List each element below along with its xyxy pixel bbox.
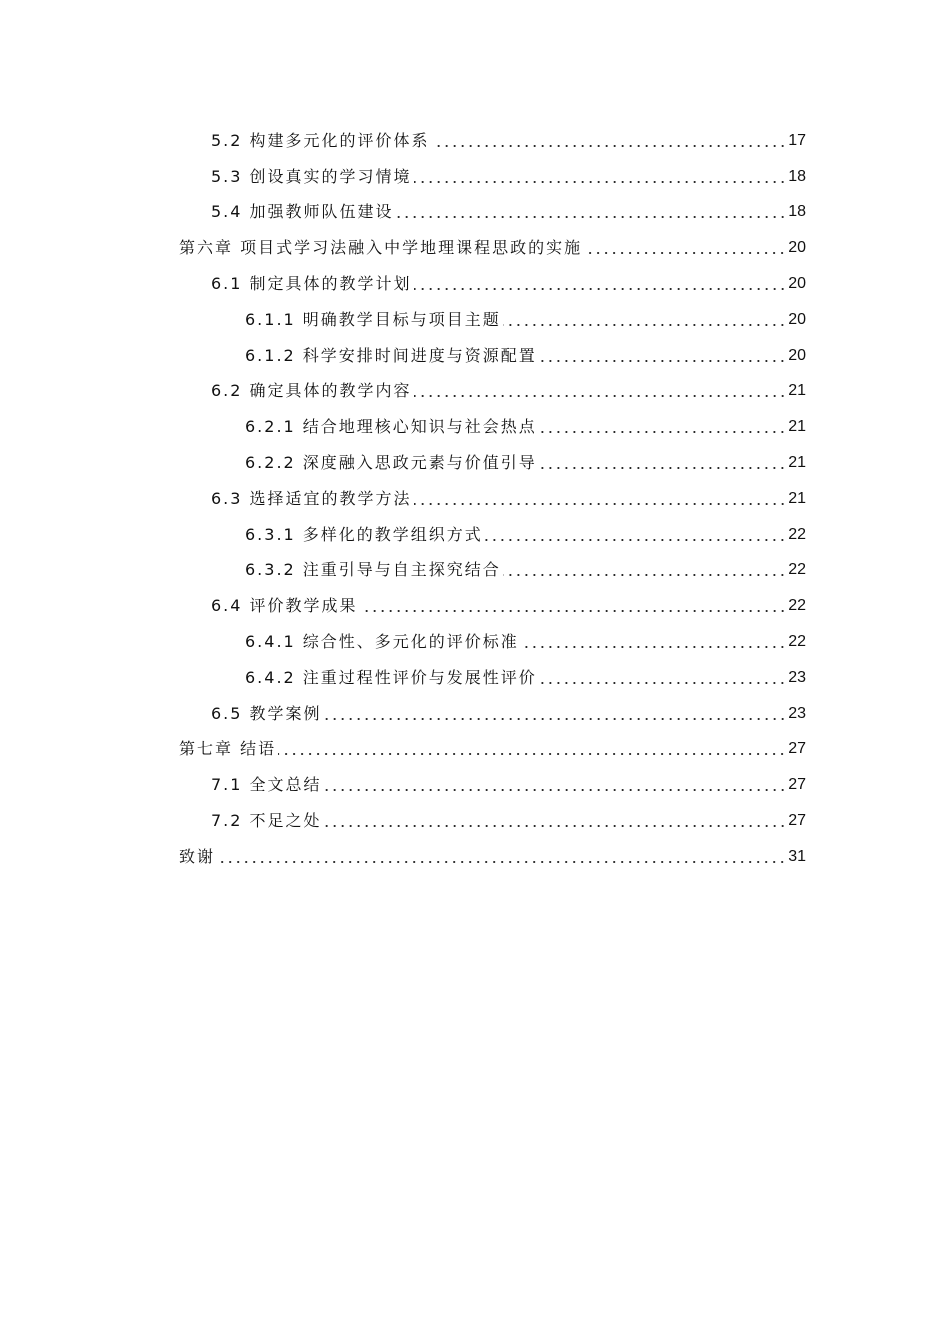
toc-entry-page: 27 — [788, 811, 806, 829]
toc-entry-page: 22 — [788, 525, 806, 543]
toc-entry[interactable] — [179, 475, 806, 511]
toc-entry[interactable] — [179, 260, 806, 296]
toc-entry-page: 23 — [788, 704, 806, 722]
toc-entry[interactable] — [179, 296, 806, 332]
toc-entry-title: 第六章 项目式学习法融入中学地理课程思政的实施 — [179, 238, 583, 258]
dot-leader — [217, 860, 786, 864]
toc-entry[interactable] — [179, 368, 806, 404]
dot-leader — [539, 430, 786, 434]
toc-entry-page: 27 — [788, 740, 806, 758]
toc-entry-title: 6.3 选择适宜的教学方法 — [211, 488, 412, 508]
toc-entry-title: 6.1 制定具体的教学计划 — [211, 273, 412, 293]
toc-entry-page: 20 — [788, 310, 806, 328]
toc-entry-title: 6.1.1 明确教学目标与项目主题 — [245, 309, 501, 329]
toc-entry-title: 6.4.1 综合性、多元化的评价标准 — [245, 631, 519, 651]
toc-entry-title: 6.2 确定具体的教学内容 — [211, 381, 412, 401]
toc-entry[interactable] — [179, 224, 806, 260]
toc-entry-title: 致谢 — [179, 846, 216, 866]
toc-entry[interactable] — [179, 153, 806, 189]
dot-leader — [521, 645, 786, 649]
dot-leader — [396, 215, 787, 219]
toc-entry-page: 17 — [788, 131, 806, 149]
dot-leader — [485, 538, 786, 542]
toc-entry-title: 6.2.1 结合地理核心知识与社会热点 — [245, 417, 537, 437]
toc-entry[interactable] — [179, 726, 806, 762]
dot-leader — [414, 287, 787, 291]
toc-entry-page: 21 — [788, 418, 806, 436]
dot-leader — [432, 144, 787, 148]
toc-entry-page: 18 — [788, 167, 806, 185]
toc-entry-page: 21 — [788, 489, 806, 507]
dot-leader — [503, 323, 786, 327]
toc-entry[interactable] — [179, 403, 806, 439]
toc-entry[interactable] — [179, 189, 806, 225]
toc-entry[interactable] — [179, 690, 806, 726]
toc-entry[interactable] — [179, 797, 806, 833]
toc-entry-title: 6.3.1 多样化的教学组织方式 — [245, 524, 483, 544]
dot-leader — [360, 609, 787, 613]
toc-entry-page: 20 — [788, 239, 806, 257]
dot-leader — [324, 717, 787, 721]
toc-entry[interactable] — [179, 332, 806, 368]
toc-entry-title: 6.2.2 深度融入思政元素与价值引导 — [245, 452, 537, 472]
dot-leader — [539, 359, 786, 363]
toc-entry[interactable] — [179, 833, 806, 869]
dot-leader — [414, 502, 787, 506]
toc-entry-page: 21 — [788, 453, 806, 471]
toc-entry-page: 22 — [788, 632, 806, 650]
toc-entry-page: 20 — [788, 346, 806, 364]
toc-entry-page: 18 — [788, 203, 806, 221]
toc-entry[interactable] — [179, 582, 806, 618]
toc-entry[interactable] — [179, 117, 806, 153]
toc-entry-title: 7.1 全文总结 — [211, 775, 322, 795]
dot-leader — [414, 180, 787, 184]
dot-leader — [324, 824, 787, 828]
dot-leader — [324, 788, 787, 792]
dot-leader — [539, 681, 786, 685]
toc-entry-page: 20 — [788, 274, 806, 292]
toc-entry-title: 6.4.2 注重过程性评价与发展性评价 — [245, 667, 537, 687]
toc-entry-title: 5.3 创设真实的学习情境 — [211, 166, 412, 186]
dot-leader — [584, 251, 786, 255]
toc-entry-page: 21 — [788, 382, 806, 400]
table-of-contents — [179, 117, 806, 869]
dot-leader — [539, 466, 786, 470]
toc-entry[interactable] — [179, 654, 806, 690]
toc-entry-page: 22 — [788, 561, 806, 579]
toc-entry-title: 5.4 加强教师队伍建设 — [211, 202, 394, 222]
toc-entry[interactable] — [179, 547, 806, 583]
toc-entry-title: 5.2 构建多元化的评价体系 — [211, 130, 430, 150]
dot-leader — [278, 752, 786, 756]
toc-entry-page: 31 — [788, 847, 806, 865]
toc-entry-title: 第七章 结语 — [179, 739, 277, 759]
toc-entry-title: 6.3.2 注重引导与自主探究结合 — [245, 560, 501, 580]
dot-leader — [503, 573, 786, 577]
toc-entry-title: 6.4 评价教学成果 — [211, 596, 358, 616]
dot-leader — [414, 394, 787, 398]
toc-entry-page: 27 — [788, 776, 806, 794]
toc-entry-title: 6.1.2 科学安排时间进度与资源配置 — [245, 345, 537, 365]
toc-entry-title: 6.5 教学案例 — [211, 703, 322, 723]
toc-entry-page: 22 — [788, 597, 806, 615]
toc-entry[interactable] — [179, 618, 806, 654]
toc-entry[interactable] — [179, 439, 806, 475]
toc-entry-title: 7.2 不足之处 — [211, 810, 322, 830]
toc-entry[interactable] — [179, 511, 806, 547]
toc-entry[interactable] — [179, 761, 806, 797]
toc-entry-page: 23 — [788, 668, 806, 686]
